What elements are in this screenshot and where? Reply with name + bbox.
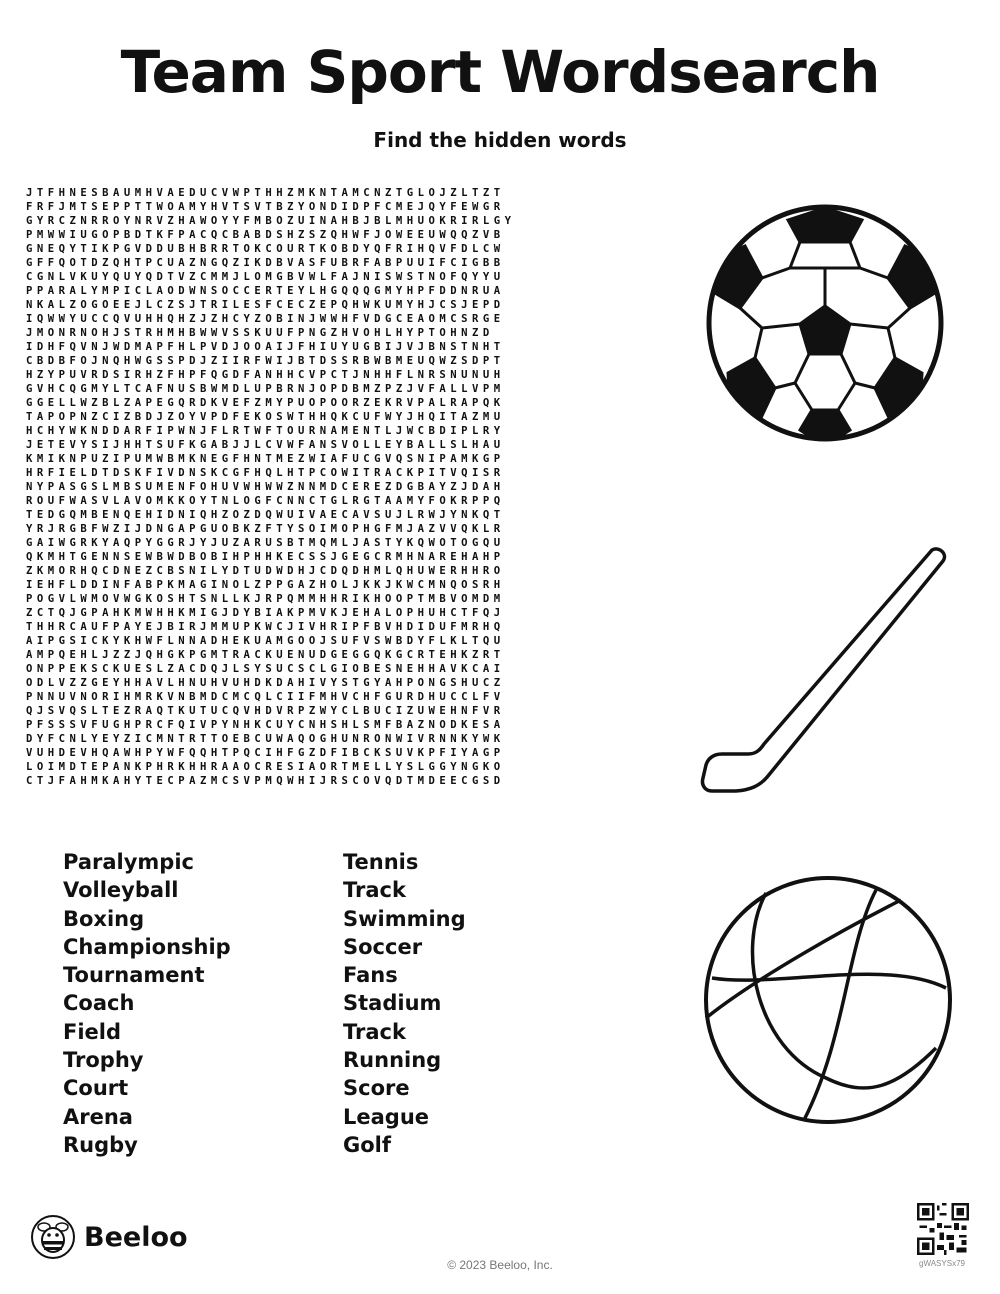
word-list-item: Track — [343, 878, 406, 903]
grid-row: JETEVYSIJHHTSUFKGABJJLCVWFANSVOLLEYBALLSLHAU — [26, 439, 505, 451]
word-list-column-1 — [63, 848, 231, 1159]
grid-row: POGVLWMOVWGKOSHTSNLLKJRPQMMHHRIKHOOPTMBVOMDM — [26, 593, 505, 605]
grid-row: PFSSSVFUGHPRCFQIVPYNHKCUYCNHSHLSMFBAZNODKESA — [26, 719, 505, 731]
grid-row: ROUFWASVLAVOMKKOYTNLOGFCNNCTGLRGTAAMYFOKRPPQ — [26, 495, 505, 507]
grid-row: QJSVQSLTEZRAQTKUTUCQVHDVRPZWYCLBUCIZUWEHNFVR — [26, 705, 505, 717]
word-list-item: Tournament — [63, 963, 205, 988]
grid-row: YRJRGBFWZIJDNGAPGUOBKZFTYSOIMOPHGFMJAZVVQKLR — [26, 523, 505, 535]
beeloo-logo — [30, 1214, 188, 1260]
grid-row: HCHYWKNDDARFIPWNJFLRTWFTOURNAMENTLJWCBDIPLRY — [26, 425, 505, 437]
grid-row: PMWWIUGOPBDTKFPACQCBABDSHZSZQHWFJOWEEUWQQZVB — [26, 229, 505, 241]
basketball-illustration — [696, 868, 960, 1132]
word-list-item: Court — [63, 1076, 129, 1101]
qr-code-icon — [917, 1203, 969, 1255]
word-list-item: Arena — [63, 1104, 133, 1129]
grid-row: GGELLWZBLZAPEGQRDKVEFZMYPUOPOORZEKRVPALRAPQK — [26, 397, 505, 409]
word-list-item: Running — [343, 1048, 442, 1073]
grid-row: ZKMORHQCDNEZCBSNILYDTUDWDHJCDQDHMLQHUWERHHRO — [26, 565, 505, 577]
word-list-item: Tennis — [343, 850, 419, 874]
page-subtitle: Find the hidden words — [373, 128, 627, 152]
grid-row: GVHCQGMYLTCAFNUSBWMDLUPBRNJOPDBMZPZJVFALLVPM — [26, 383, 505, 395]
word-list-item: Boxing — [63, 906, 145, 931]
word-list-item: Trophy — [63, 1048, 144, 1073]
word-list-item: Rugby — [63, 1132, 138, 1157]
grid-row: ODLVZZGEYHHAVLHNUHVUHDKDAHIVYSTGYAHPONGSHUCZ — [26, 677, 505, 689]
word-list-column-2 — [343, 848, 466, 1159]
copyright-text: © 2023 Beeloo, Inc. — [447, 1258, 553, 1272]
word-list-item: Field — [63, 1019, 122, 1044]
grid-row: CGNLVKUYQUYQDTVZCMMJLOMGBVWLFAJNISWSTNOFQYYU — [26, 271, 505, 283]
grid-row: PNNUVNORIHMRKVNBMDCMCQLCIIFMHVCHFGURDHUCCLFV — [26, 691, 505, 703]
grid-row: LOIMDTEPANKPHRKHHRAAOCRESIAORTMELLYSLGGYNGKO — [26, 761, 505, 773]
word-list-item: Volleyball — [63, 878, 179, 903]
grid-row: GNEQYTIKPGVDDUBHBRRTOKCOURTKOBDYQFRIHQVFDLCW — [26, 243, 505, 255]
grid-row: ONPPEKSCKUESLZACDQJLSYSUCSCLGIOBESNEHHAVKCAI — [26, 663, 505, 675]
grid-row: KMIKNPUZIPUMWBMKNEGFHNTMEZWIAFUCGVQSNIPAMKGP — [26, 453, 505, 465]
bee-icon — [30, 1214, 76, 1260]
grid-row: NYPASGSLMBSUMENFOHUVWHWWZNNMDCEREZDGBAYZJDAH — [26, 481, 505, 493]
word-list-item: Coach — [63, 991, 135, 1016]
grid-row: CTJFAHMKAHYTECPAZMCSVPMQWHIJRSCOVQDTMDEECGSD — [26, 775, 505, 787]
grid-row: FRFJMTSEPPTTWOAMYHVTSVTBZYONDIDPFCMEJQYFEWGR — [26, 201, 505, 213]
word-list-item: Swimming — [343, 906, 466, 931]
grid-row: TAPOPNZCIZBDJZOYVPDFEKOSWTHHQKCUFWYJHQITAZMU — [26, 411, 505, 423]
qr-code-label: gWASYSx79 — [919, 1259, 965, 1268]
word-list-item: Stadium — [343, 991, 442, 1016]
grid-row: GAIWGRKYAQPYGGRJYJUZARUSBTMQMLJASTYKQWOTOGQU — [26, 537, 505, 549]
soccer-ball-illustration — [700, 198, 950, 448]
grid-row: CBDBFOJNQHWGSSPDJZIIRFWIJBTDSSRBWBMEUQWZSDPT — [26, 355, 505, 367]
grid-row: HZYPUVRDSIRHZFHPFQGDFANHHCVPCTJNHHFLNRSNUNUH — [26, 369, 505, 381]
word-list-item: Track — [343, 1019, 406, 1044]
grid-row: GFFQOTDZQHTPCUAZNGQZIKDBVASFUBRFABPUUIFCIGBB — [26, 257, 505, 269]
hockey-stick-illustration — [696, 540, 956, 800]
word-list-item: Score — [343, 1076, 410, 1101]
word-list-item: Soccer — [343, 934, 423, 959]
grid-row: JTFHNESBAUMHVAEDUCVWPTHHZMKNTAMCNZTGLOJZLTZT — [26, 187, 505, 199]
brand-name: Beeloo — [84, 1221, 188, 1253]
grid-row: TEDGQMBENQEHIDNIQHZOZDQWUIVAECAVSUJLRWJYNKQT — [26, 509, 505, 521]
word-list-item: League — [343, 1104, 430, 1129]
word-list-item: Fans — [343, 963, 398, 988]
grid-row: DYFCNLYEYZICMNTRTTOEBCUWAQOGHUNRONWIVRNNKYWK — [26, 733, 505, 745]
word-list-item: Golf — [343, 1132, 391, 1157]
grid-row: QKMHTGENNSEWBWDBOBIHPHHKECSSJGEGCRMHNAREHAHP — [26, 551, 505, 563]
grid-row: AMPQEHLJZZJQHGKPGMTRACKUENUDGEGGQKGCRTEHKZRT — [26, 649, 505, 661]
grid-row: IQWWYUCCQVUHHQHZJZHCYZOBINJWWHFVDGCEAOMCSRGE — [26, 313, 505, 325]
grid-row: JMONRNOHJSTRHMHBWWVSSKUUFPNGZHVOHLHYPTOHNZD — [26, 327, 494, 339]
grid-row: GYRCZNRROYNRVZHAWOYYFMBOZUINAHBJBLMHUOKRIRLGY — [26, 215, 516, 227]
grid-row: IEHFLDDINFABPKMAGINOLZPPGAZHOLJKKJKWCMNQOSRH — [26, 579, 505, 591]
grid-row: IDHFQVNJWDMAPFHLPVDJOOAIJFHIUYUGBIJVJBNSTNHT — [26, 341, 505, 353]
grid-row: ZCTQJGPAHKMWHHKMIGJDYBIAKPMVKJEHALOPHUHCTFQJ — [26, 607, 505, 619]
grid-row: AIPGSICKYKHWFLNNADHEKUAMGOOJSUFVSWBDYFLKLTQU — [26, 635, 505, 647]
grid-row: VUHDEVHQAWHPYWFQQHTPQCIHFGZDFIBCKSUVKPFIYAGP — [26, 747, 505, 759]
word-list-item: Paralympic — [63, 850, 194, 874]
grid-row: PPARALYMPICLAODWNSOCCERTEYLHGQQQGMYHPFDDNRUA — [26, 285, 505, 297]
grid-row: NKALZOGOEEJLCZSJTRILESFCECZEPQHWKUMYHJCSJEPD — [26, 299, 505, 311]
word-list-item: Championship — [63, 934, 231, 959]
wordsearch-grid — [26, 186, 660, 788]
page-title: Team Sport Wordsearch — [120, 38, 880, 106]
grid-row: HRFIELDTDSKFIVDNSKCGFHQLHTPCOWITRACKPITVQISR — [26, 467, 505, 479]
grid-row: THHRCAUFPAYEJBIRJMMUPKWCJIVHRIPFBVHDIDUFMRHQ — [26, 621, 505, 633]
